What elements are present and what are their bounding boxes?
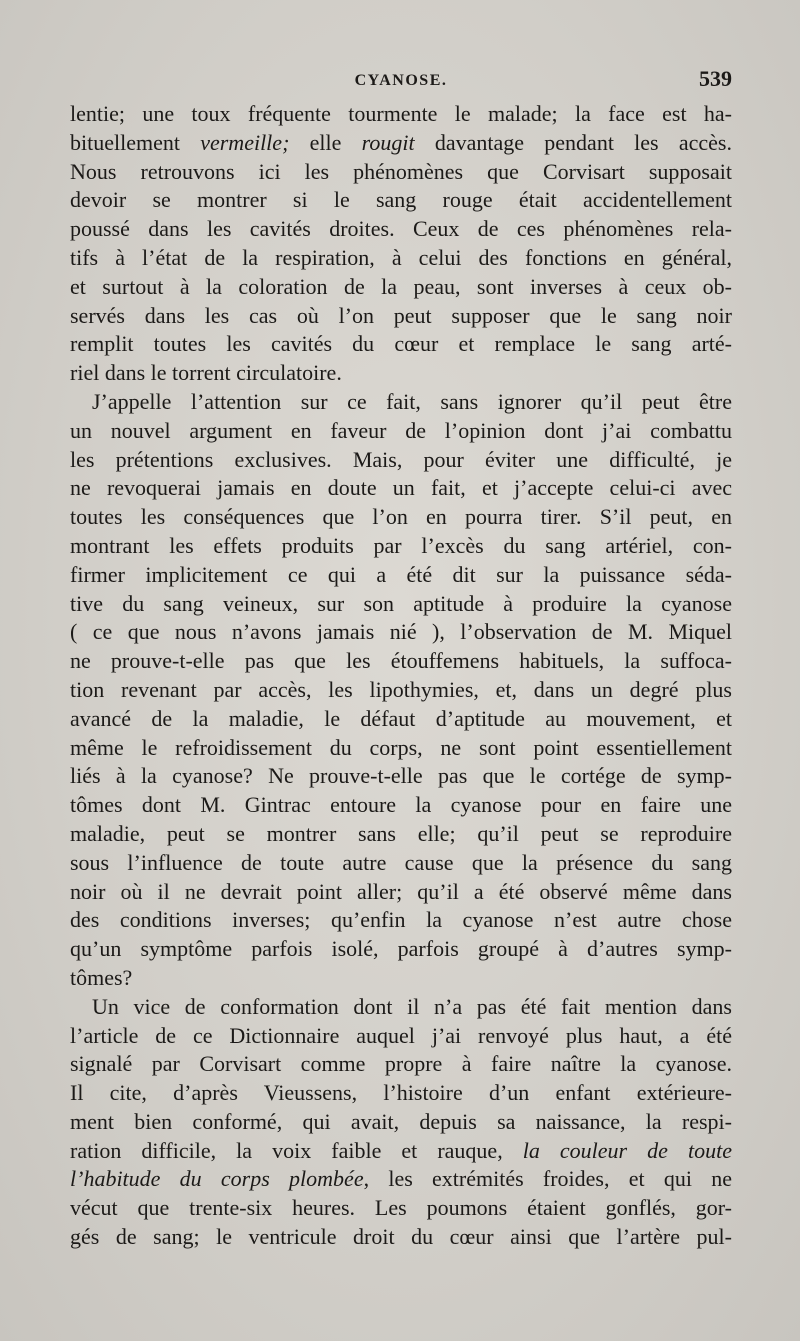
text-line <box>70 791 732 820</box>
text-segment: et surtout à la coloration de la peau, sont inverses à ceux ob- <box>70 273 732 299</box>
text-segment: toutes les conséquences que l’on en pourra tirer. S’il peut, en <box>70 504 732 530</box>
page-number: 539 <box>699 66 732 91</box>
text-segment: maladie, peut se montrer sans elle; qu’il peut se reproduire <box>70 820 732 846</box>
text-line <box>70 244 732 273</box>
text-line <box>70 359 732 388</box>
text-segment: un nouvel argument en faveur de l’opinion dont j’ai combattu <box>70 417 732 443</box>
text-segment: signalé par Corvisart comme propre à faire naître la cyanose. <box>70 1051 732 1077</box>
text-line <box>70 1165 732 1194</box>
text-segment: ration difficile, la voix faible et rauque, <box>70 1137 523 1163</box>
text-line <box>70 1137 732 1166</box>
text-segment: ment bien conformé, qui avait, depuis sa naissance, la respi- <box>70 1108 732 1134</box>
text-segment: qu’un symptôme parfois isolé, parfois groupé à d’autres symp- <box>70 936 732 962</box>
text-segment: firmer implicitement ce qui a été dit sur la puissance séda- <box>70 561 732 587</box>
text-line <box>70 100 732 129</box>
text-line <box>70 590 732 619</box>
text-line <box>70 618 732 647</box>
text-line <box>70 820 732 849</box>
text-segment: gés de sang; le ventricule droit du cœur ainsi que l’artère pul- <box>70 1224 732 1250</box>
text-line <box>70 1223 732 1252</box>
text-line <box>70 705 732 734</box>
text-line <box>70 273 732 302</box>
text-segment: bituellement <box>70 129 201 155</box>
text-segment: des conditions inverses; qu’enfin la cyanose n’est autre chose <box>70 907 732 933</box>
italic-text: rougit <box>361 129 415 155</box>
text-line <box>70 993 732 1022</box>
running-title: CYANOSE. <box>354 72 448 89</box>
text-segment: tive du sang veineux, sur son aptitude à produire la cyanose <box>70 590 732 616</box>
text-segment: avancé de la maladie, le défaut d’aptitude au mouvement, et <box>70 705 732 731</box>
text-line <box>70 474 732 503</box>
text-segment: tômes dont M. Gintrac entoure la cyanose pour en faire une <box>70 792 732 818</box>
text-segment: remplit toutes les cavités du cœur et remplace le sang arté- <box>70 331 732 357</box>
text-segment: sous l’influence de toute autre cause que la présence du sang <box>70 849 732 875</box>
text-line <box>70 878 732 907</box>
italic-text: l’habitude du corps plombée <box>70 1166 364 1192</box>
text-line <box>70 676 732 705</box>
text-line <box>70 417 732 446</box>
italic-text: la couleur de toute <box>522 1137 732 1163</box>
text-segment: tion revenant par accès, les lipothymies, et, dans un degré plus <box>70 676 732 702</box>
text-line <box>70 215 732 244</box>
text-line <box>70 849 732 878</box>
text-line <box>70 503 732 532</box>
text-line <box>70 330 732 359</box>
text-segment: l’article de ce Dictionnaire auquel j’ai renvoyé plus haut, a été <box>70 1022 732 1048</box>
text-segment: montrant les effets produits par l’excès du sang artériel, con- <box>70 532 732 558</box>
text-line <box>70 388 732 417</box>
text-segment: liés à la cyanose? Ne prouve-t-elle pas que le cortége de symp- <box>70 763 732 789</box>
text-segment: Un vice de conformation dont il n’a pas été fait mention dans <box>92 993 732 1019</box>
text-segment: ne revoquerai jamais en doute un fait, et j’accepte celui-ci avec <box>70 475 732 501</box>
text-line <box>70 1022 732 1051</box>
italic-text: vermeille; <box>200 129 290 155</box>
text-segment: Nous retrouvons ici les phénomènes que Corvisart supposait <box>70 158 732 184</box>
text-line <box>70 762 732 791</box>
text-line <box>70 532 732 561</box>
text-segment: davantage pendant les accès. <box>414 129 732 155</box>
text-segment: tifs à l’état de la respiration, à celui des fonctions en général, <box>70 244 732 270</box>
page-header <box>70 66 732 96</box>
text-segment: servés dans les cas où l’on peut supposer que le sang noir <box>70 302 732 328</box>
text-line <box>70 1108 732 1137</box>
text-line <box>70 906 732 935</box>
text-segment: J’appelle l’attention sur ce fait, sans ignorer qu’il peut être <box>92 388 732 414</box>
text-segment: , les extrémités froides, et qui ne <box>363 1166 732 1192</box>
text-line <box>70 129 732 158</box>
text-segment: riel dans le torrent circulatoire. <box>70 360 342 386</box>
text-line <box>70 734 732 763</box>
text-line <box>70 647 732 676</box>
text-segment: les prétentions exclusives. Mais, pour éviter une difficulté, je <box>70 446 732 472</box>
text-segment: devoir se montrer si le sang rouge était accidentellement <box>70 187 732 213</box>
text-line <box>70 1050 732 1079</box>
text-segment: vécut que trente-six heures. Les poumons étaient gonflés, gor- <box>70 1195 732 1221</box>
text-line <box>70 1079 732 1108</box>
text-segment: Il cite, d’après Vieussens, l’histoire d’un enfant extérieure- <box>70 1080 732 1106</box>
text-segment: poussé dans les cavités droites. Ceux de ces phénomènes rela- <box>70 216 732 242</box>
text-segment: tômes? <box>70 964 133 990</box>
text-segment: elle <box>289 129 362 155</box>
text-segment: ne prouve-t-elle pas que les étouffemens habituels, la suffoca- <box>70 648 732 674</box>
text-line <box>70 935 732 964</box>
body-text <box>70 100 732 1252</box>
text-line <box>70 158 732 187</box>
text-segment: même le refroidissement du corps, ne sont point essentiellement <box>70 734 732 760</box>
text-line <box>70 1194 732 1223</box>
text-line <box>70 964 732 993</box>
text-line <box>70 186 732 215</box>
text-segment: ( ce que nous n’avons jamais nié ), l’observation de M. Miquel <box>70 619 732 645</box>
text-segment: lentie; une toux fréquente tourmente le malade; la face est ha- <box>70 101 732 126</box>
text-line <box>70 302 732 331</box>
text-line <box>70 446 732 475</box>
text-segment: noir où il ne devrait point aller; qu’il a été observé même dans <box>70 878 732 904</box>
text-line <box>70 561 732 590</box>
